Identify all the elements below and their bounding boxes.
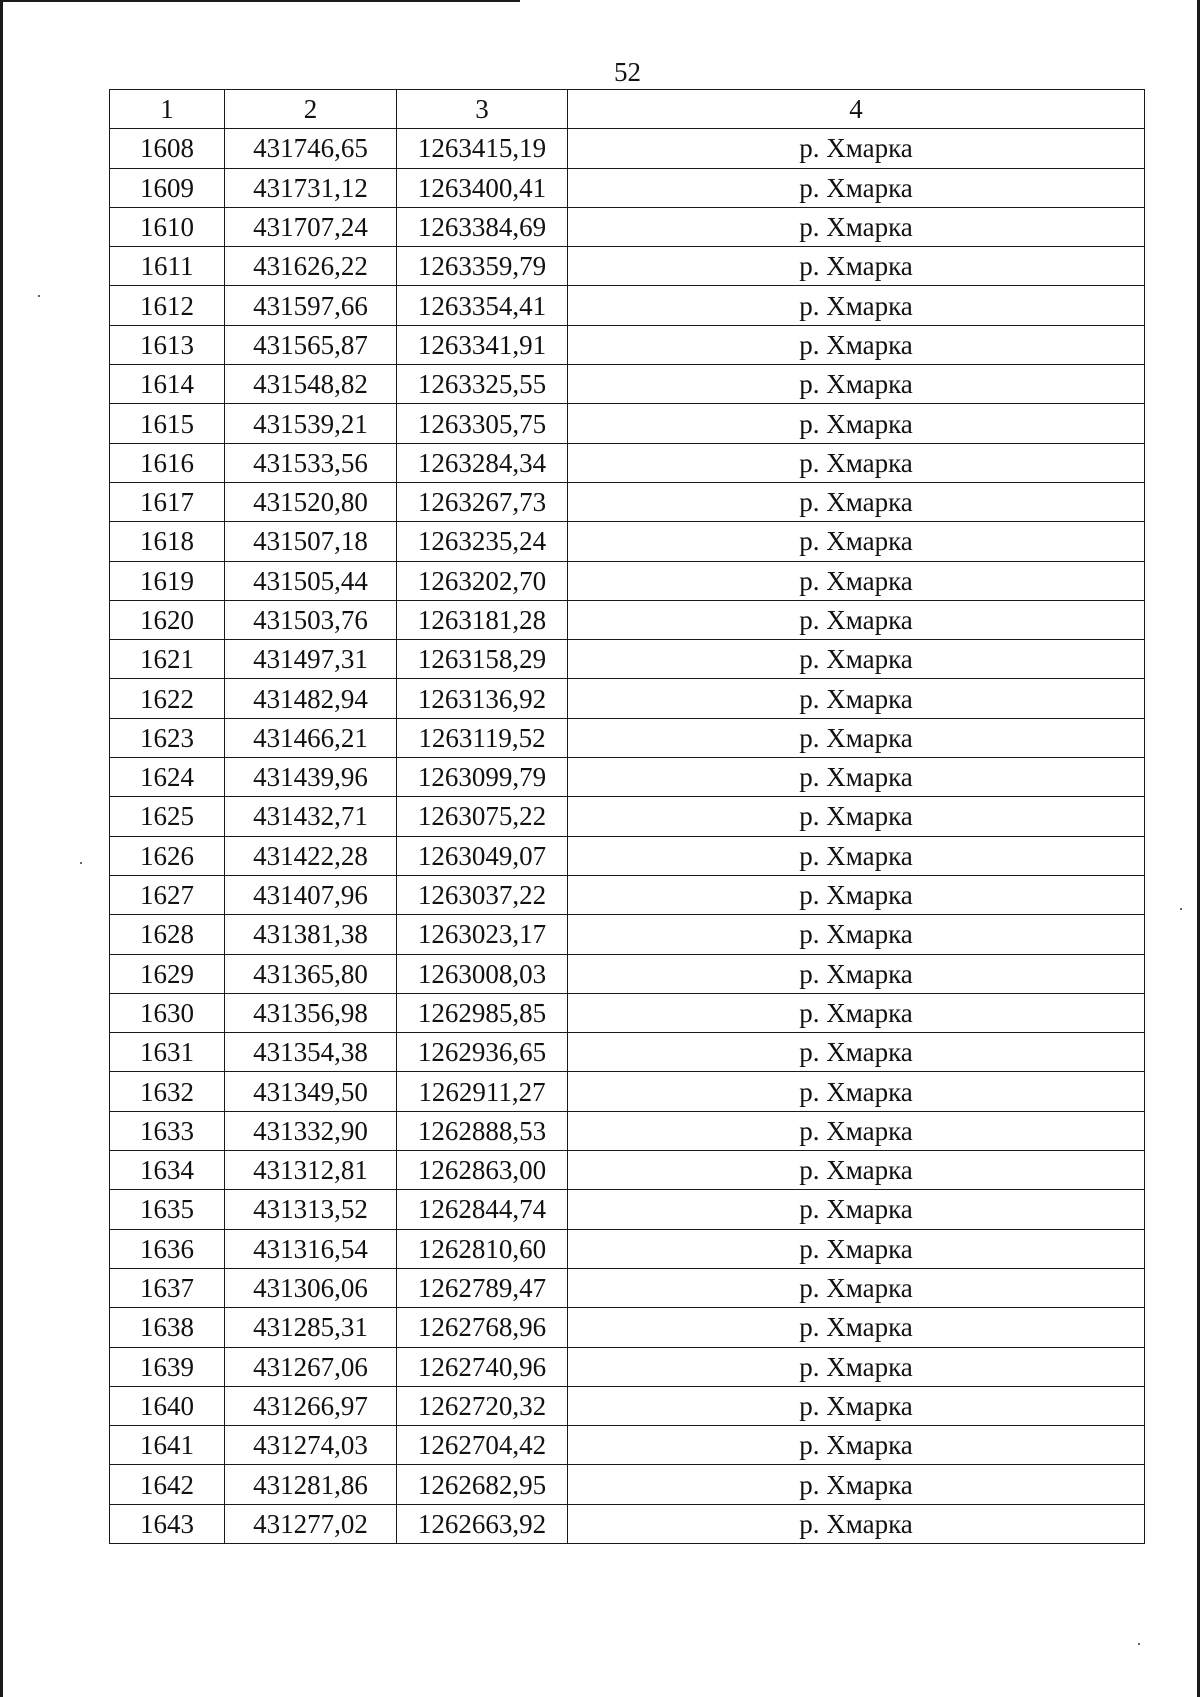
- x-coordinate-cell: 431548,82: [225, 365, 397, 404]
- table-row: [110, 875, 1145, 914]
- table-row: [110, 758, 1145, 797]
- table-row: [110, 1268, 1145, 1307]
- table-row: [110, 365, 1145, 404]
- description-cell: р. Хмарка: [568, 1465, 1145, 1504]
- description-cell: р. Хмарка: [568, 640, 1145, 679]
- point-number-cell: 1615: [110, 404, 225, 443]
- y-coordinate-cell: 1263202,70: [397, 561, 568, 600]
- point-number-cell: 1628: [110, 915, 225, 954]
- description-cell: р. Хмарка: [568, 286, 1145, 325]
- y-coordinate-cell: 1263325,55: [397, 365, 568, 404]
- scan-speck: [38, 295, 40, 297]
- point-number-cell: 1614: [110, 365, 225, 404]
- y-coordinate-cell: 1262888,53: [397, 1111, 568, 1150]
- point-number-cell: 1611: [110, 247, 225, 286]
- table-row: [110, 522, 1145, 561]
- x-coordinate-cell: 431285,31: [225, 1308, 397, 1347]
- description-cell: р. Хмарка: [568, 1151, 1145, 1190]
- point-number-cell: 1631: [110, 1033, 225, 1072]
- y-coordinate-cell: 1263136,92: [397, 679, 568, 718]
- x-coordinate-cell: 431407,96: [225, 875, 397, 914]
- column-header: 3: [397, 90, 568, 129]
- y-coordinate-cell: 1263305,75: [397, 404, 568, 443]
- x-coordinate-cell: 431439,96: [225, 758, 397, 797]
- table-row: [110, 168, 1145, 207]
- point-number-cell: 1624: [110, 758, 225, 797]
- description-cell: р. Хмарка: [568, 443, 1145, 482]
- description-cell: р. Хмарка: [568, 1308, 1145, 1347]
- table-row: [110, 1072, 1145, 1111]
- y-coordinate-cell: 1263049,07: [397, 836, 568, 875]
- table-row: [110, 1190, 1145, 1229]
- table-row: [110, 207, 1145, 246]
- x-coordinate-cell: 431381,38: [225, 915, 397, 954]
- scan-speck: [1180, 908, 1182, 910]
- x-coordinate-cell: 431365,80: [225, 954, 397, 993]
- y-coordinate-cell: 1263181,28: [397, 600, 568, 639]
- x-coordinate-cell: 431316,54: [225, 1229, 397, 1268]
- point-number-cell: 1612: [110, 286, 225, 325]
- table-row: [110, 679, 1145, 718]
- table-row: [110, 286, 1145, 325]
- x-coordinate-cell: 431432,71: [225, 797, 397, 836]
- x-coordinate-cell: 431731,12: [225, 168, 397, 207]
- point-number-cell: 1609: [110, 168, 225, 207]
- table-row: [110, 600, 1145, 639]
- point-number-cell: 1619: [110, 561, 225, 600]
- description-cell: р. Хмарка: [568, 1190, 1145, 1229]
- description-cell: р. Хмарка: [568, 1347, 1145, 1386]
- table-row: [110, 1504, 1145, 1543]
- coordinates-table: [109, 89, 1145, 1544]
- y-coordinate-cell: 1263075,22: [397, 797, 568, 836]
- x-coordinate-cell: 431356,98: [225, 993, 397, 1032]
- description-cell: р. Хмарка: [568, 482, 1145, 521]
- description-cell: р. Хмарка: [568, 993, 1145, 1032]
- table-header-row: [110, 90, 1145, 129]
- description-cell: р. Хмарка: [568, 247, 1145, 286]
- point-number-cell: 1617: [110, 482, 225, 521]
- point-number-cell: 1622: [110, 679, 225, 718]
- description-cell: р. Хмарка: [568, 915, 1145, 954]
- point-number-cell: 1639: [110, 1347, 225, 1386]
- point-number-cell: 1621: [110, 640, 225, 679]
- y-coordinate-cell: 1262720,32: [397, 1386, 568, 1425]
- x-coordinate-cell: 431332,90: [225, 1111, 397, 1150]
- description-cell: р. Хмарка: [568, 954, 1145, 993]
- x-coordinate-cell: 431539,21: [225, 404, 397, 443]
- point-number-cell: 1620: [110, 600, 225, 639]
- point-number-cell: 1613: [110, 325, 225, 364]
- description-cell: р. Хмарка: [568, 129, 1145, 168]
- description-cell: р. Хмарка: [568, 875, 1145, 914]
- y-coordinate-cell: 1262663,92: [397, 1504, 568, 1543]
- description-cell: р. Хмарка: [568, 365, 1145, 404]
- y-coordinate-cell: 1262704,42: [397, 1426, 568, 1465]
- description-cell: р. Хмарка: [568, 168, 1145, 207]
- y-coordinate-cell: 1263267,73: [397, 482, 568, 521]
- point-number-cell: 1641: [110, 1426, 225, 1465]
- column-header: 4: [568, 90, 1145, 129]
- y-coordinate-cell: 1263359,79: [397, 247, 568, 286]
- y-coordinate-cell: 1262740,96: [397, 1347, 568, 1386]
- point-number-cell: 1629: [110, 954, 225, 993]
- x-coordinate-cell: 431354,38: [225, 1033, 397, 1072]
- description-cell: р. Хмарка: [568, 797, 1145, 836]
- table-row: [110, 1386, 1145, 1425]
- y-coordinate-cell: 1263023,17: [397, 915, 568, 954]
- x-coordinate-cell: 431466,21: [225, 718, 397, 757]
- description-cell: р. Хмарка: [568, 522, 1145, 561]
- y-coordinate-cell: 1263037,22: [397, 875, 568, 914]
- x-coordinate-cell: 431267,06: [225, 1347, 397, 1386]
- x-coordinate-cell: 431746,65: [225, 129, 397, 168]
- description-cell: р. Хмарка: [568, 561, 1145, 600]
- x-coordinate-cell: 431266,97: [225, 1386, 397, 1425]
- point-number-cell: 1634: [110, 1151, 225, 1190]
- table-row: [110, 443, 1145, 482]
- point-number-cell: 1643: [110, 1504, 225, 1543]
- point-number-cell: 1632: [110, 1072, 225, 1111]
- column-header: 1: [110, 90, 225, 129]
- description-cell: р. Хмарка: [568, 1111, 1145, 1150]
- point-number-cell: 1637: [110, 1268, 225, 1307]
- x-coordinate-cell: 431507,18: [225, 522, 397, 561]
- description-cell: р. Хмарка: [568, 600, 1145, 639]
- point-number-cell: 1640: [110, 1386, 225, 1425]
- table-row: [110, 1465, 1145, 1504]
- x-coordinate-cell: 431707,24: [225, 207, 397, 246]
- x-coordinate-cell: 431482,94: [225, 679, 397, 718]
- y-coordinate-cell: 1262844,74: [397, 1190, 568, 1229]
- table-row: [110, 1347, 1145, 1386]
- x-coordinate-cell: 431626,22: [225, 247, 397, 286]
- point-number-cell: 1630: [110, 993, 225, 1032]
- description-cell: р. Хмарка: [568, 325, 1145, 364]
- x-coordinate-cell: 431306,06: [225, 1268, 397, 1307]
- y-coordinate-cell: 1262682,95: [397, 1465, 568, 1504]
- y-coordinate-cell: 1263284,34: [397, 443, 568, 482]
- y-coordinate-cell: 1263400,41: [397, 168, 568, 207]
- description-cell: р. Хмарка: [568, 207, 1145, 246]
- table-row: [110, 404, 1145, 443]
- y-coordinate-cell: 1262985,85: [397, 993, 568, 1032]
- table-row: [110, 1033, 1145, 1072]
- table-row: [110, 561, 1145, 600]
- point-number-cell: 1625: [110, 797, 225, 836]
- description-cell: р. Хмарка: [568, 1504, 1145, 1543]
- description-cell: р. Хмарка: [568, 1426, 1145, 1465]
- y-coordinate-cell: 1263235,24: [397, 522, 568, 561]
- x-coordinate-cell: 431503,76: [225, 600, 397, 639]
- x-coordinate-cell: 431505,44: [225, 561, 397, 600]
- description-cell: р. Хмарка: [568, 758, 1145, 797]
- x-coordinate-cell: 431312,81: [225, 1151, 397, 1190]
- description-cell: р. Хмарка: [568, 718, 1145, 757]
- column-header: 2: [225, 90, 397, 129]
- point-number-cell: 1608: [110, 129, 225, 168]
- x-coordinate-cell: 431274,03: [225, 1426, 397, 1465]
- x-coordinate-cell: 431565,87: [225, 325, 397, 364]
- y-coordinate-cell: 1263354,41: [397, 286, 568, 325]
- x-coordinate-cell: 431313,52: [225, 1190, 397, 1229]
- table-row: [110, 1308, 1145, 1347]
- y-coordinate-cell: 1262789,47: [397, 1268, 568, 1307]
- description-cell: р. Хмарка: [568, 1033, 1145, 1072]
- x-coordinate-cell: 431597,66: [225, 286, 397, 325]
- scan-border-top: [0, 0, 520, 2]
- y-coordinate-cell: 1263341,91: [397, 325, 568, 364]
- x-coordinate-cell: 431281,86: [225, 1465, 397, 1504]
- y-coordinate-cell: 1263158,29: [397, 640, 568, 679]
- y-coordinate-cell: 1262936,65: [397, 1033, 568, 1072]
- x-coordinate-cell: 431520,80: [225, 482, 397, 521]
- table-row: [110, 325, 1145, 364]
- description-cell: р. Хмарка: [568, 1229, 1145, 1268]
- description-cell: р. Хмарка: [568, 1386, 1145, 1425]
- description-cell: р. Хмарка: [568, 404, 1145, 443]
- x-coordinate-cell: 431533,56: [225, 443, 397, 482]
- x-coordinate-cell: 431349,50: [225, 1072, 397, 1111]
- y-coordinate-cell: 1263119,52: [397, 718, 568, 757]
- description-cell: р. Хмарка: [568, 1268, 1145, 1307]
- x-coordinate-cell: 431422,28: [225, 836, 397, 875]
- point-number-cell: 1636: [110, 1229, 225, 1268]
- scan-speck: [1138, 1643, 1140, 1645]
- page-number: 52: [614, 57, 641, 87]
- description-cell: р. Хмарка: [568, 679, 1145, 718]
- point-number-cell: 1623: [110, 718, 225, 757]
- table-row: [110, 1111, 1145, 1150]
- table-row: [110, 915, 1145, 954]
- table-row: [110, 1151, 1145, 1190]
- point-number-cell: 1627: [110, 875, 225, 914]
- y-coordinate-cell: 1262768,96: [397, 1308, 568, 1347]
- point-number-cell: 1616: [110, 443, 225, 482]
- point-number-cell: 1610: [110, 207, 225, 246]
- table-row: [110, 797, 1145, 836]
- point-number-cell: 1633: [110, 1111, 225, 1150]
- point-number-cell: 1626: [110, 836, 225, 875]
- point-number-cell: 1642: [110, 1465, 225, 1504]
- y-coordinate-cell: 1262810,60: [397, 1229, 568, 1268]
- point-number-cell: 1618: [110, 522, 225, 561]
- table-row: [110, 129, 1145, 168]
- x-coordinate-cell: 431497,31: [225, 640, 397, 679]
- scan-speck: [80, 862, 82, 864]
- point-number-cell: 1635: [110, 1190, 225, 1229]
- y-coordinate-cell: 1262911,27: [397, 1072, 568, 1111]
- y-coordinate-cell: 1262863,00: [397, 1151, 568, 1190]
- description-cell: р. Хмарка: [568, 836, 1145, 875]
- y-coordinate-cell: 1263384,69: [397, 207, 568, 246]
- description-cell: р. Хмарка: [568, 1072, 1145, 1111]
- coordinates-table-body: [110, 90, 1145, 1544]
- table-row: [110, 836, 1145, 875]
- table-row: [110, 482, 1145, 521]
- y-coordinate-cell: 1263415,19: [397, 129, 568, 168]
- y-coordinate-cell: 1263008,03: [397, 954, 568, 993]
- point-number-cell: 1638: [110, 1308, 225, 1347]
- table-row: [110, 718, 1145, 757]
- y-coordinate-cell: 1263099,79: [397, 758, 568, 797]
- table-row: [110, 954, 1145, 993]
- table-row: [110, 640, 1145, 679]
- x-coordinate-cell: 431277,02: [225, 1504, 397, 1543]
- scan-border-left: [0, 0, 3, 1697]
- table-row: [110, 993, 1145, 1032]
- table-row: [110, 1426, 1145, 1465]
- table-row: [110, 247, 1145, 286]
- table-row: [110, 1229, 1145, 1268]
